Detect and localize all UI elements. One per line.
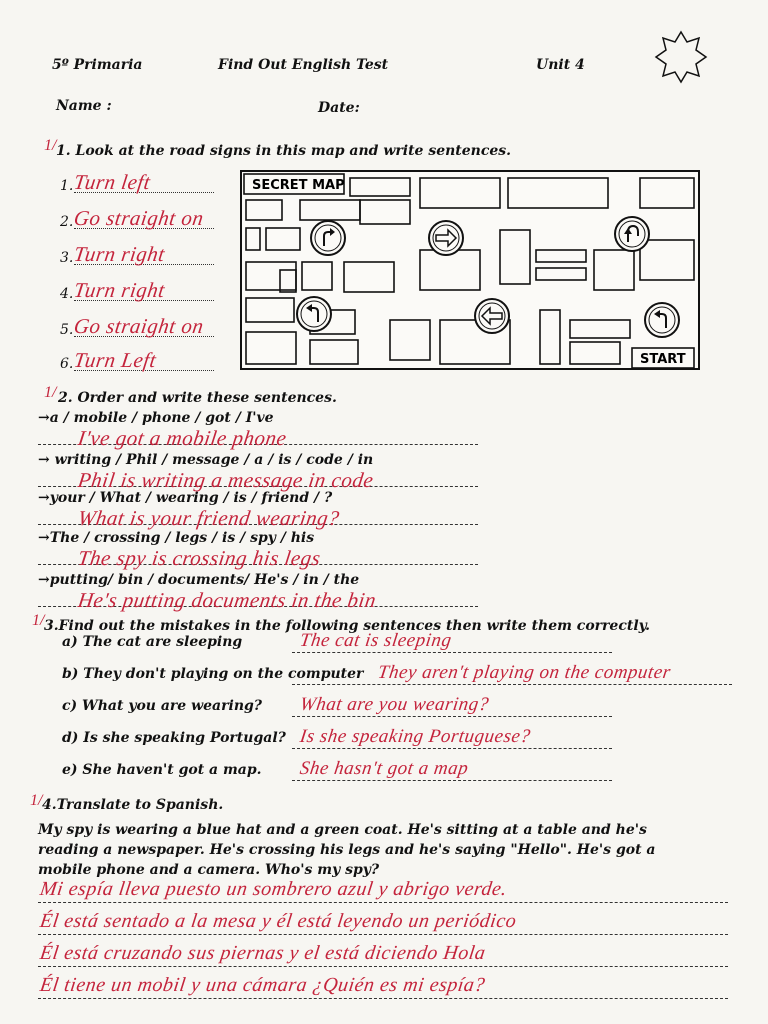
star-stamp-icon xyxy=(654,30,708,84)
answer-line xyxy=(38,934,728,935)
map-start-label: START xyxy=(640,352,686,367)
q2-answer: The spy is crossing his legs xyxy=(76,546,323,570)
q4-answer: Él está cruzando sus piernas y el está diciendo Hola xyxy=(38,942,488,964)
q1-answer: Go straight on xyxy=(72,206,206,230)
q1-item-number: 2. xyxy=(60,214,74,230)
q2-prompt: → writing / Phil / message / a / is / code / in xyxy=(38,452,374,468)
q1-answer: Turn Left xyxy=(72,348,158,372)
q1-answer: Turn right xyxy=(72,278,167,302)
answer-line xyxy=(292,684,732,685)
q2-instruction: 2. Order and write these sentences. xyxy=(58,390,337,406)
u-turn-sign-icon xyxy=(615,217,649,251)
q2-prompt: →your / What / wearing / is / friend / ? xyxy=(38,490,333,506)
q4-passage-line: reading a newspaper. He's crossing his legs and he's saying "Hello". He's got a xyxy=(38,842,656,858)
q3-answer: The cat is sleeping xyxy=(298,630,453,651)
q3-answer: She hasn't got a map xyxy=(298,758,470,779)
unit-label: Unit 4 xyxy=(536,57,585,73)
grade-label: 5º Primaria xyxy=(52,57,143,73)
q4-answer: Él está sentado a la mesa y él está leyendo un periódico xyxy=(38,910,518,932)
q4-passage-line: My spy is wearing a blue hat and a green coat. He's sitting at a table and he's xyxy=(38,822,647,838)
q3-sentence: c) What you are wearing? xyxy=(62,698,262,714)
turn-left-sign-icon-right xyxy=(645,303,679,337)
turn-left-sign-icon-bottom xyxy=(297,297,331,331)
q1-answer: Turn right xyxy=(72,242,167,266)
map-title: SECRET MAP xyxy=(252,178,345,193)
q1-instruction: 1. Look at the road signs in this map and write sentences. xyxy=(56,143,512,159)
q1-item-number: 1. xyxy=(60,178,74,194)
q4-answer: Mi espía lleva puesto un sombrero azul y abrigo verde. xyxy=(38,878,509,900)
q2-prompt: →The / crossing / legs / is / spy / his xyxy=(38,530,315,546)
q2-answer: I've got a mobile phone xyxy=(76,426,289,450)
q3-answer: They aren't playing on the computer xyxy=(376,662,673,683)
q3-sentence: a) The cat are sleeping xyxy=(62,634,243,650)
q1-item-number: 3. xyxy=(60,250,74,266)
q3-sentence: d) Is she speaking Portugal? xyxy=(62,730,286,746)
answer-line xyxy=(38,966,728,967)
q1-score-mark: 1/ xyxy=(44,137,57,154)
answer-line xyxy=(38,998,728,999)
q1-item-number: 5. xyxy=(60,322,74,338)
q2-answer: What is your friend wearing? xyxy=(76,506,342,530)
secret-map-drawing xyxy=(240,170,700,370)
q3-score-mark: 1/ xyxy=(32,612,45,629)
q2-prompt: →putting/ bin / documents/ He's / in / the xyxy=(38,572,360,588)
left-arrow-sign-icon xyxy=(475,299,509,333)
answer-line xyxy=(292,780,612,781)
q4-score-mark: 1/ xyxy=(30,792,43,809)
q3-sentence: b) They don't playing on the computer xyxy=(62,666,364,682)
q4-answer: Él tiene un mobil y una cámara ¿Quién es mi espía? xyxy=(38,974,487,996)
q4-instruction: 4.Translate to Spanish. xyxy=(42,797,224,813)
straight-arrow-sign-icon xyxy=(429,221,463,255)
turn-right-sign-icon xyxy=(311,221,345,255)
answer-line xyxy=(292,652,612,653)
q1-answer: Go straight on xyxy=(72,314,206,338)
q3-sentence: e) She haven't got a map. xyxy=(62,762,262,778)
q2-answer: Phil is writing a message in code xyxy=(76,468,376,492)
test-title: Find Out English Test xyxy=(218,57,389,73)
q3-instruction: 3.Find out the mistakes in the following sentences then write them correctly. xyxy=(44,618,651,634)
answer-line xyxy=(292,716,612,717)
date-label: Date: xyxy=(318,100,360,116)
q1-item-number: 4. xyxy=(60,286,74,302)
answer-line xyxy=(38,902,728,903)
q2-prompt: →a / mobile / phone / got / I've xyxy=(38,410,274,426)
q3-answer: What are you wearing? xyxy=(298,694,491,715)
q2-answer: He's putting documents in the bin xyxy=(76,588,378,612)
q2-score-mark: 1/ xyxy=(44,384,57,401)
q3-answer: Is she speaking Portuguese? xyxy=(298,726,532,747)
answer-line xyxy=(292,748,612,749)
name-label: Name : xyxy=(56,98,112,114)
q1-item-number: 6. xyxy=(60,356,74,372)
secret-map xyxy=(240,170,700,370)
q1-answer: Turn left xyxy=(72,170,153,194)
q4-passage-line: mobile phone and a camera. Who's my spy? xyxy=(38,862,380,878)
